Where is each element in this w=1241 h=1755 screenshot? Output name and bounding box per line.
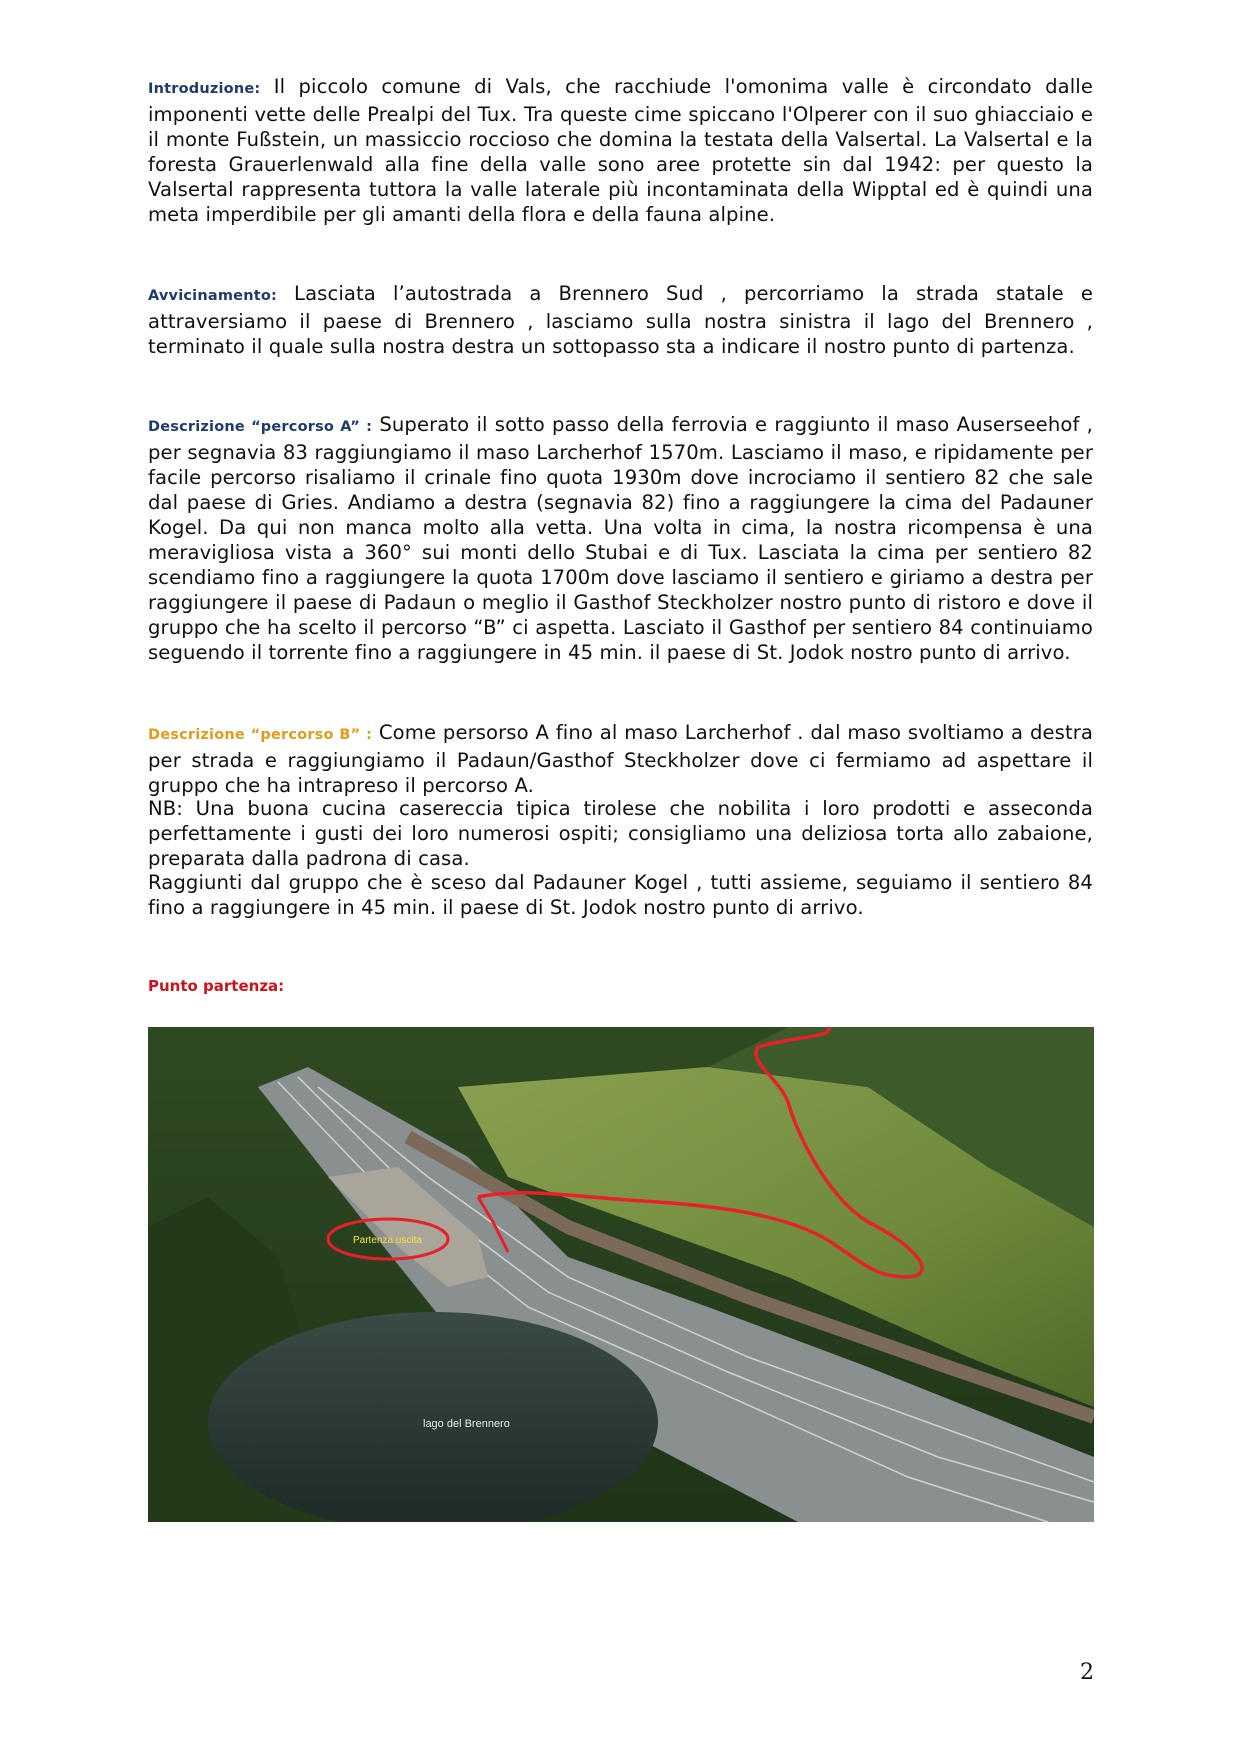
intro-label: Introduzione: bbox=[148, 81, 261, 97]
route-a-label: Descrizione “percorso A” : bbox=[148, 419, 373, 435]
route-b-paragraph bbox=[148, 720, 1093, 798]
approach-text: Lasciata l’autostrada a Brennero Sud , percorriamo la strada statale e attraversiamo il paese di Brennero , lasciamo sulla nostra sinistra il lago del Brennero , terminato il quale sulla nostra destra un sottopasso sta a indicare il nostro punto di partenza. bbox=[148, 282, 1093, 358]
start-marker-label: Partenza uscita bbox=[353, 1235, 422, 1246]
approach-paragraph bbox=[148, 281, 1093, 359]
page-number: 2 bbox=[1080, 1660, 1094, 1685]
lake-label: lago del Brennero bbox=[423, 1418, 510, 1430]
intro-paragraph bbox=[148, 74, 1093, 227]
route-b-text: Come persorso A fino al maso Larcherhof . dal maso svoltiamo a destra per strada e raggiungiamo il Padaun/Gasthof Steckholzer dove ci fermiamo ad aspettare il gruppo che ha intrapreso il percorso A. bbox=[148, 721, 1094, 797]
route-b-closing: Raggiunti dal gruppo che è sceso dal Padauner Kogel , tutti assieme, seguiamo il sentiero 84 fino a raggiungere in 45 min. il paese di St. Jodok nostro punto di arrivo. bbox=[148, 871, 1093, 919]
route-a-text: Superato il sotto passo della ferrovia e raggiunto il maso Auserseehof , per segnavia 83 raggiungiamo il maso Larcherhof 1570m. Lasciamo il maso, e ripidamente per facile percorso risaliamo il crinale fino quota 1930m dove incrociamo il sentiero 82 che sale dal paese di Gries. Andiamo a destra (segnavia 82) fino a raggiungere la cima del Padauner Kogel. Da qui non manca molto alla vetta. Una volta in cima, la nostra ricompensa è una meravigliosa vista a 360° sui monti dello Stubai e di Tux. Lasciata la cima per sentiero 82 scendiamo fino a raggiungere la quota 1700m dove lasciamo il sentiero e giriamo a destra per raggiungere il paese di Padaun o meglio il Gasthof Steckholzer nostro punto di ristoro e dove il gruppo che ha scelto il percorso “B” ci aspetta. Lasciato il Gasthof per sentiero 84 continuiamo seguendo il torrente fino a raggiungere in 45 min. il paese di St. Jodok nostro punto di arrivo. bbox=[148, 413, 1093, 664]
route-b-label: Descrizione “percorso B” : bbox=[148, 727, 373, 743]
intro-text: Il piccolo comune di Vals, che racchiude l'omonima valle è circondato dalle imponenti vette delle Prealpi del Tux. Tra queste cime spiccano l'Olperer con il suo ghiacciaio e il monte Fußstein, un massiccio roccioso che domina la testata della Valsertal. La Valsertal e la foresta Grauerlenwald alla fine della valle sono aree protette sin dal 1942: per questo la Valsertal rappresenta tuttora la valle laterale più incontaminata della Wipptal ed è quindi una meta imperdibile per gli amanti della flora e della fauna alpine. bbox=[148, 75, 1093, 226]
approach-label: Avvicinamento: bbox=[148, 288, 278, 304]
start-point-label: Punto partenza: bbox=[148, 977, 285, 995]
lake bbox=[208, 1312, 658, 1522]
route-a-paragraph bbox=[148, 412, 1093, 665]
aerial-map-photo bbox=[148, 1027, 1094, 1522]
route-b-note: NB: Una buona cucina casereccia tipica tirolese che nobilita i loro prodotti e asseconda perfettamente i gusti dei loro numerosi ospiti; consigliamo una deliziosa torta allo zabaione, preparata dalla padrona di casa. bbox=[148, 797, 1093, 870]
